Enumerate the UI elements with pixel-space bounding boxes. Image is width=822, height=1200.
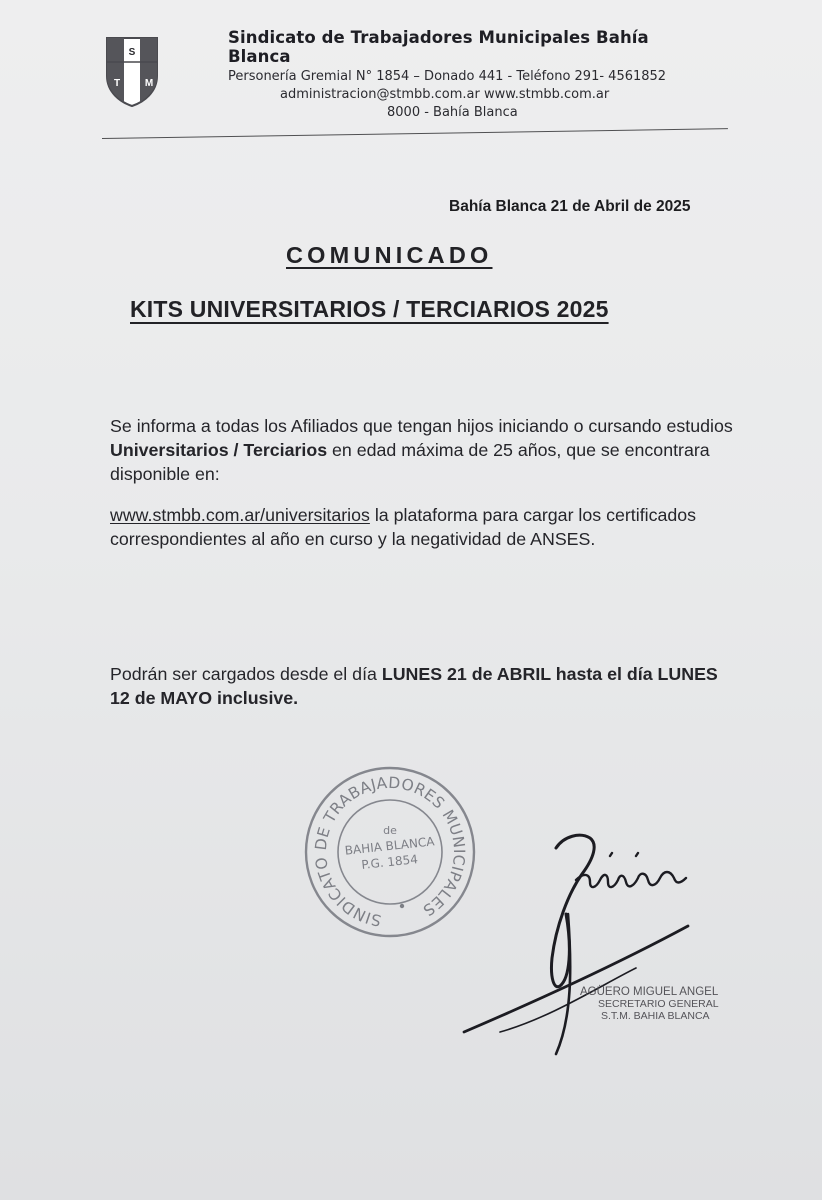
document-subtitle: KITS UNIVERSITARIOS / TERCIARIOS 2025 [130, 296, 609, 322]
logo-letter-s: S [128, 47, 136, 58]
document-title: COMUNICADO [286, 242, 493, 268]
paragraph-text: Podrán ser cargados desde el día [110, 664, 382, 684]
org-city-line: 8000 - Bahía Blanca [387, 105, 518, 120]
signer-role: SECRETARIO GENERAL [598, 998, 719, 1010]
signer-org: S.T.M. BAHIA BLANCA [601, 1010, 710, 1022]
paragraph-text: la plataforma para cargar los certificados correspondientes al año en curso y la negatividad de ANSES. [110, 505, 697, 549]
logo-letter-t: T [113, 78, 121, 89]
paragraph-announcement [110, 414, 740, 486]
signer-block [580, 986, 730, 1022]
union-seal-stamp [302, 764, 478, 940]
paragraph-bold-text: Universitarios / Terciarios [110, 440, 328, 460]
paragraph-text: Se informa a todas los Afiliados que tengan hijos iniciando o cursando estudios [110, 416, 733, 436]
stamp-line-city: BAHIA BLANCA [344, 834, 436, 858]
org-address-line: Personería Gremial N° 1854 – Donado 441 - Teléfono 291- 4561852 [228, 69, 667, 84]
platform-link[interactable]: www.stmbb.com.ar/universitarios [110, 505, 370, 525]
union-shield-logo [104, 36, 160, 108]
document-date: Bahía Blanca 21 de Abril de 2025 [449, 198, 691, 215]
org-contact-line: administracion@stmbb.com.ar www.stmbb.com.ar [280, 87, 610, 102]
stamp-line-pg: P.G. 1854 [360, 852, 419, 872]
letterhead-divider [102, 128, 728, 139]
signer-name: AGÜERO MIGUEL ANGEL [580, 986, 719, 998]
org-name: Sindicato de Trabajadores Municipales Bahía Blanca [228, 28, 649, 66]
handwritten-signature [460, 818, 720, 1068]
letterhead [228, 28, 688, 120]
logo-letter-m: M [144, 78, 154, 89]
paragraph-bold-text: LUNES 21 de ABRIL hasta el día LUNES 12 de MAYO inclusive. [110, 664, 718, 708]
paragraph-text: en edad máxima de 25 años, que se encontrara disponible en: [110, 440, 710, 484]
paragraph-dates [110, 662, 740, 710]
stamp-ring-text: SINDICATO DE TRABAJADORES MUNICIPALES [311, 773, 469, 930]
stamp-line-de: de [383, 824, 397, 837]
paragraph-platform [110, 503, 740, 551]
